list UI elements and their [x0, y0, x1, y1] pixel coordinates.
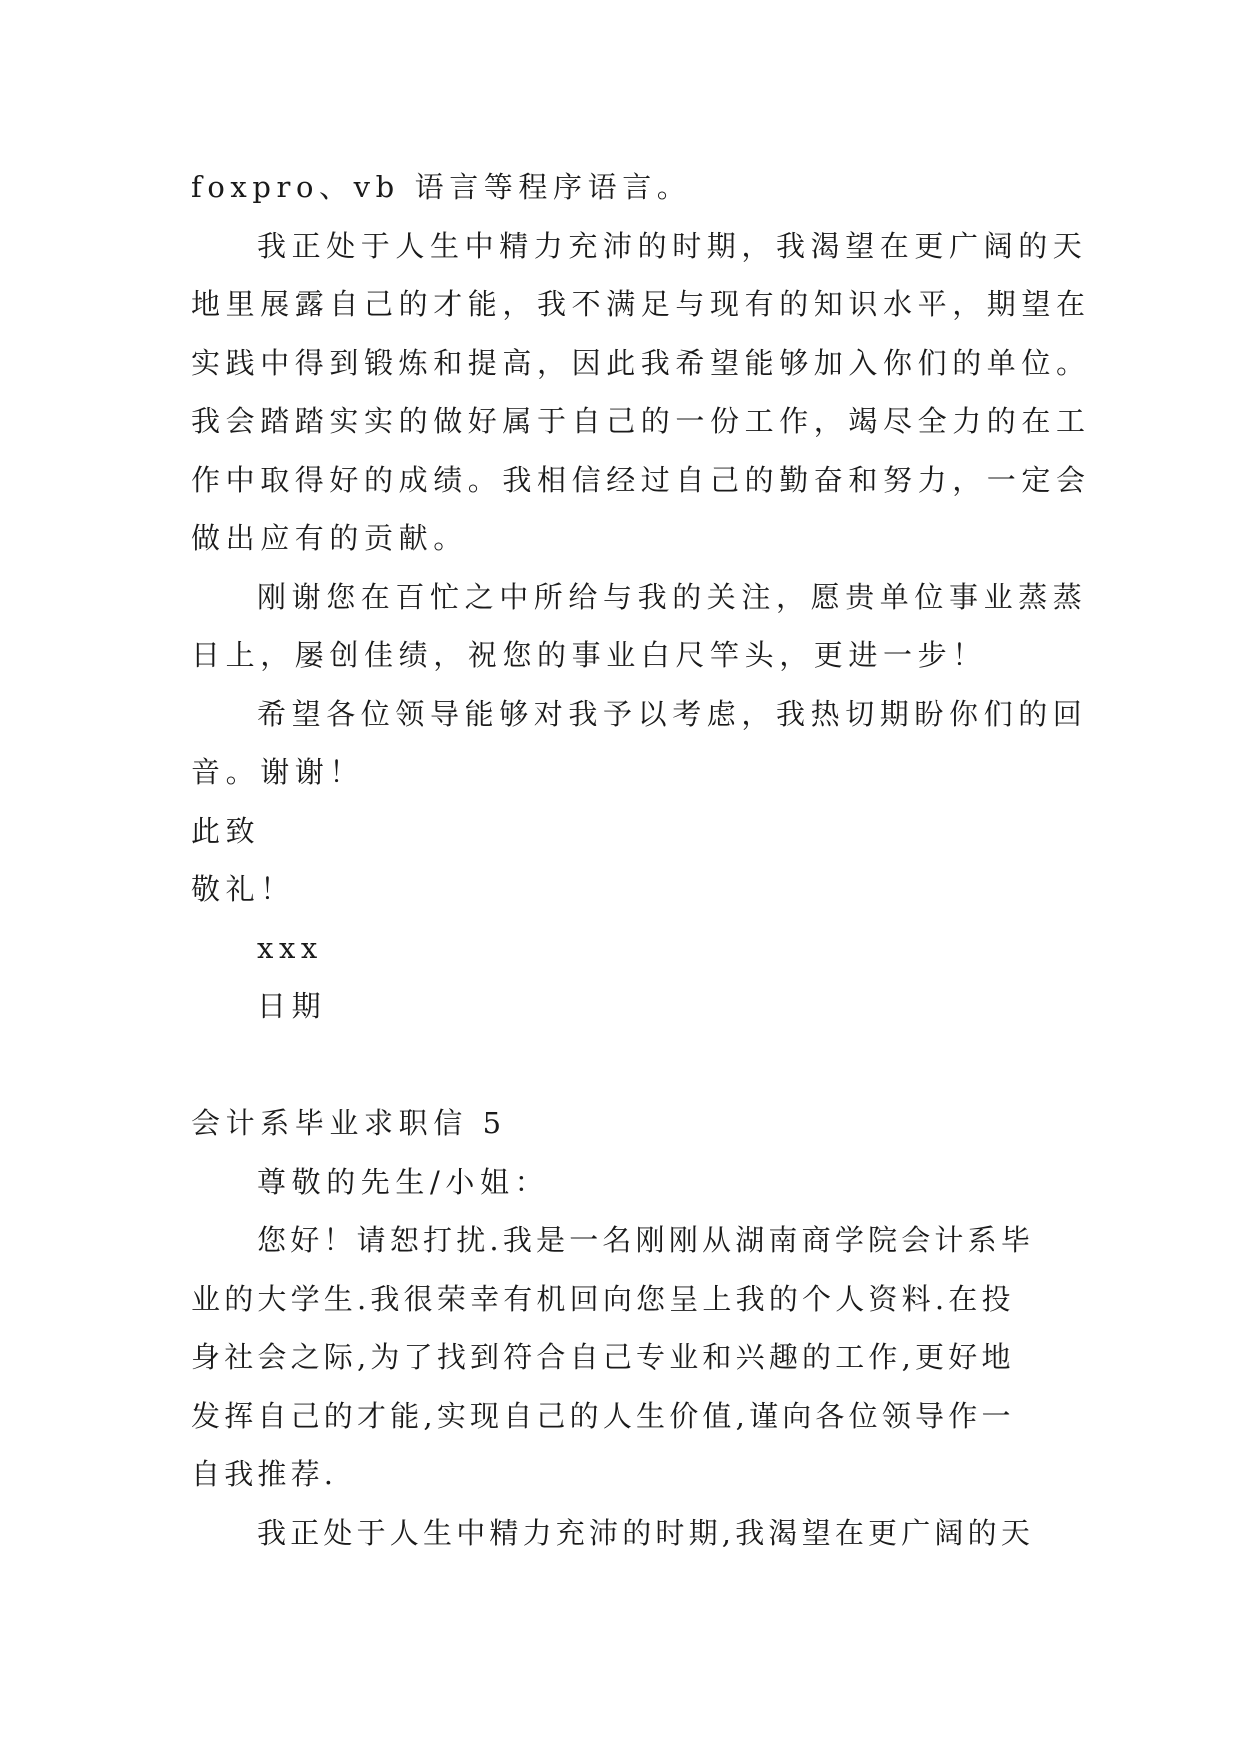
- closing-regards: 敬礼！: [191, 872, 295, 906]
- text-line: 地里展露自己的才能，我不满足与现有的知识水平，期望在: [191, 287, 1091, 321]
- text-line: 发挥自己的才能,实现自己的人生价值,谨向各位领导作一: [191, 1399, 1015, 1433]
- paragraph-start: 我正处于人生中精力充沛的时期，我渴望在更广阔的天: [257, 229, 1088, 263]
- paragraph-start: 您好！请恕打扰.我是一名刚刚从湖南商学院会计系毕: [257, 1223, 1035, 1257]
- text-line: 音。谢谢！: [191, 755, 365, 789]
- text-line: foxpro、vb 语言等程序语言。: [191, 170, 692, 204]
- signature-name: xxx: [257, 931, 323, 965]
- paragraph-start: 我正处于人生中精力充沛的时期,我渴望在更广阔的天: [257, 1516, 1035, 1550]
- closing-salutation: 此致: [191, 814, 261, 848]
- paragraph-start: 希望各位领导能够对我予以考虑，我热切期盼你们的回: [257, 697, 1088, 731]
- text-line: 业的大学生.我很荣幸有机回向您呈上我的个人资料.在投: [191, 1282, 1015, 1316]
- text-line: 我会踏踏实实的做好属于自己的一份工作，竭尽全力的在工: [191, 404, 1091, 438]
- text-line: 作中取得好的成绩。我相信经过自己的勤奋和努力，一定会: [191, 463, 1091, 497]
- text-line: 身社会之际,为了找到符合自己专业和兴趣的工作,更好地: [191, 1340, 1015, 1374]
- paragraph-start: 刚谢您在百忙之中所给与我的关注，愿贵单位事业蒸蒸: [257, 580, 1088, 614]
- text-line: 做出应有的贡献。: [191, 521, 468, 555]
- text-line: 实践中得到锻炼和提高，因此我希望能够加入你们的单位。: [191, 346, 1091, 380]
- signature-date: 日期: [257, 989, 327, 1023]
- letter-greeting: 尊敬的先生/小姐：: [257, 1165, 550, 1199]
- text-line: 自我推荐.: [191, 1457, 338, 1491]
- text-line: 日上，屡创佳绩，祝您的事业白尺竿头，更进一步！: [191, 638, 987, 672]
- section-title: 会计系毕业求职信 5: [191, 1106, 507, 1140]
